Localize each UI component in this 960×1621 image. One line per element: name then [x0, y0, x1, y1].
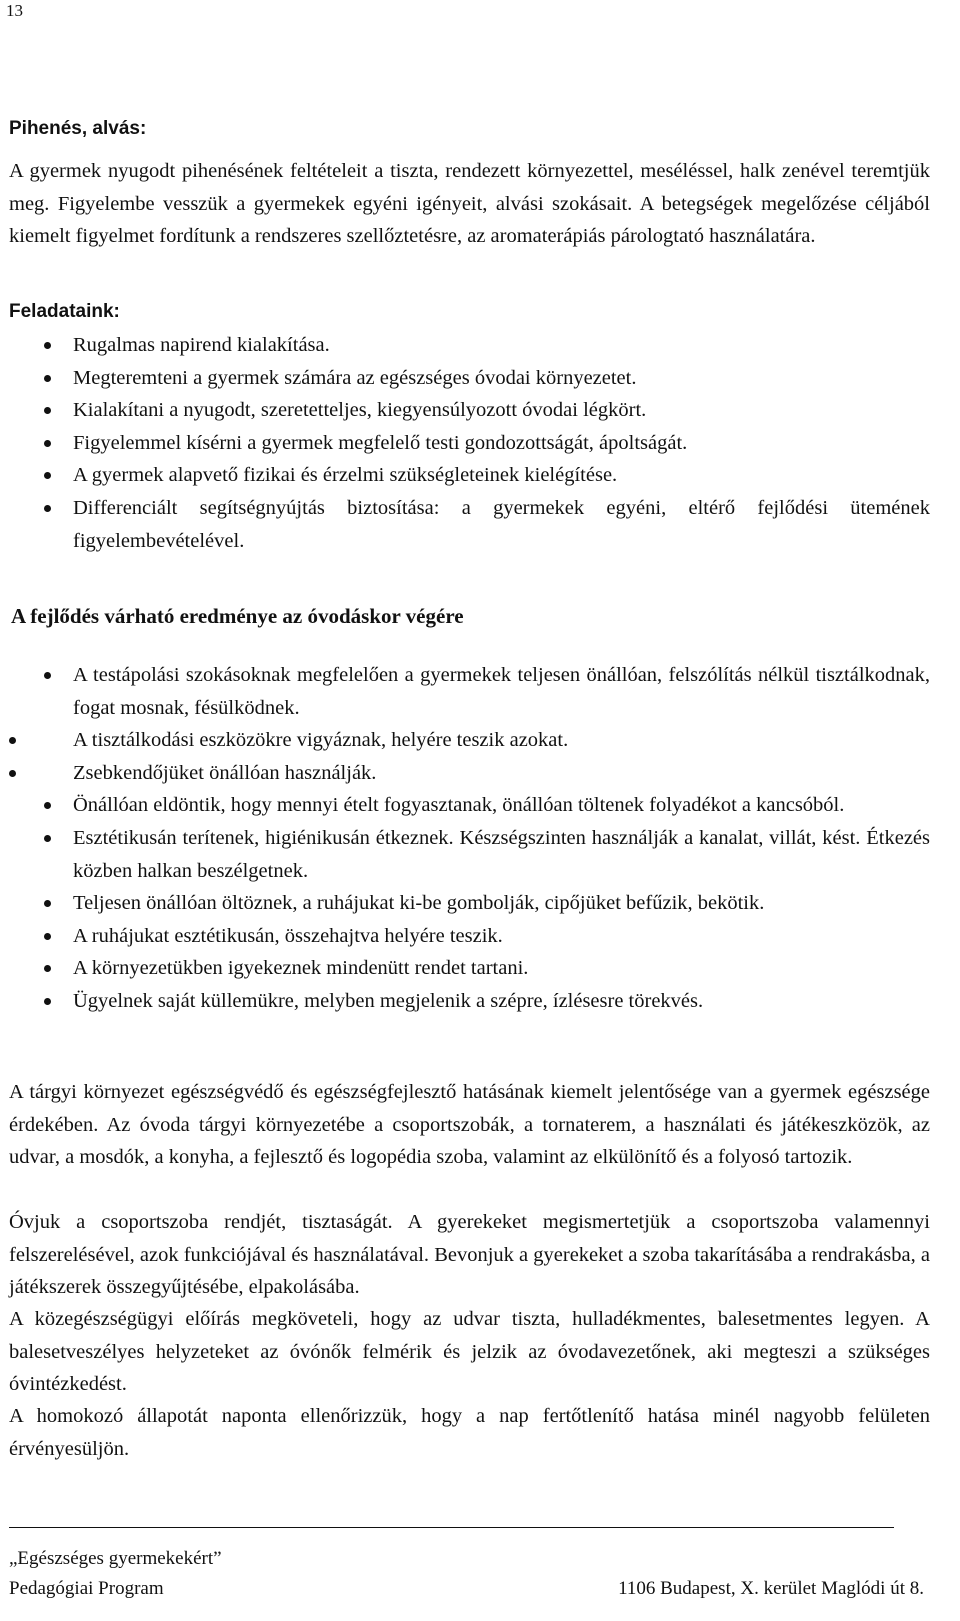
- list-item-text: A gyermek alapvető fizikai és érzelmi szükségleteinek kielégítése.: [73, 464, 618, 487]
- list-item-text: Rugalmas napirend kialakítása.: [73, 334, 330, 356]
- bullet-icon: [44, 933, 51, 940]
- list-item-text: A tisztálkodási eszközökre vigyáznak, helyére teszik azokat.: [73, 729, 569, 752]
- list-item-text: Önállóan eldöntik, hogy mennyi ételt fogyasztanak, önállóan töltenek folyadékot a kancsóból.: [73, 794, 845, 817]
- list-item: [0, 822, 930, 887]
- list-item: [0, 459, 930, 492]
- list-item: [0, 789, 930, 822]
- list-item-text: Differenciált segítségnyújtás biztosítása: a gyermekek egyéni, eltérő fejlődési ütemének figyelembevételével.: [73, 496, 930, 552]
- list-item: [0, 724, 930, 757]
- environment-paragraph: A tárgyi környezet egészségvédő és egészségfejlesztő hatásának kiemelt jelentősége van a gyermek egészsége érdekében. Az óvoda tárgyi környezetébe a csoportszobák, a tornaterem, a használati és játékeszközök, az udvar, a mosdók, a konyha, a fejlesztő és logopédia szoba, valamint az elkülönítő és a folyosó tartozik.: [9, 1081, 930, 1169]
- footer-divider: [9, 1527, 894, 1528]
- bullet-icon: [44, 998, 51, 1005]
- list-item-text: Zsebkendőjüket önállóan használják.: [73, 761, 377, 784]
- list-item-text: A környezetükben igyekeznek mindenütt rendet tartani.: [73, 957, 529, 980]
- tasks-heading: Feladataink:: [9, 301, 120, 322]
- list-item: [0, 362, 930, 395]
- list-item: [0, 952, 930, 985]
- footer-program: Pedagógiai Program: [9, 1578, 164, 1599]
- list-item: [0, 887, 930, 920]
- list-item-text: Figyelemmel kísérni a gyermek megfelelő testi gondozottságát, ápoltságát.: [73, 431, 688, 454]
- list-item-text: Megteremteni a gyermek számára az egészséges óvodai környezetet.: [73, 366, 637, 389]
- environment-paragraph: Óvjuk a csoportszoba rendjét, tisztaságát. A gyerekeket megismertetjük a csoportszoba valamennyi felszerelésével, azok funkciójával és használatával. Bevonjuk a gyerekeket a szoba takarításába a rendrakásba, a játékszerek összegyűjtésébe, elpakolásába.: [9, 1211, 930, 1299]
- bullet-icon: [44, 407, 51, 414]
- bullet-icon: [44, 802, 51, 809]
- rest-section-heading: Pihenés, alvás:: [9, 118, 147, 139]
- bullet-icon: [44, 835, 51, 842]
- footer-title: „Egészséges gyermekekért”: [9, 1548, 222, 1569]
- bullet-icon: [44, 472, 51, 479]
- bullet-icon: [44, 342, 51, 349]
- outcome-list: [0, 659, 930, 1018]
- footer-address: 1106 Budapest, X. kerület Maglódi út 8.: [618, 1578, 924, 1599]
- list-item-text: Teljesen önállóan öltöznek, a ruhájukat ki-be gombolják, cipőjüket befűzik, bekötik.: [73, 892, 765, 915]
- list-item: [0, 427, 930, 460]
- list-item-text: A ruhájukat esztétikusán, összehajtva helyére teszik.: [73, 924, 503, 947]
- list-item: [0, 394, 930, 427]
- bullet-icon: [44, 440, 51, 447]
- bullet-icon: [9, 770, 16, 777]
- list-item: [0, 492, 930, 557]
- bullet-icon: [44, 965, 51, 972]
- rest-section-paragraph: A gyermek nyugodt pihenésének feltételeit a tiszta, rendezett környezettel, meséléssel, halk zenével teremtjük meg. Figyelembe vesszük a gyermekek egyéni igényeit, alvási szokásait. A betegségek megelőzése céljából kiemelt figyelmet fordítunk a rendszeres szellőztetésre, az aromaterápiás párologtató használatára.: [9, 160, 930, 248]
- bullet-icon: [44, 505, 51, 512]
- list-item-text: Ügyelnek saját küllemükre, melyben megjelenik a szépre, ízlésesre törekvés.: [73, 989, 704, 1012]
- list-item-text: Kialakítani a nyugodt, szeretetteljes, kiegyensúlyozott óvodai légkört.: [73, 399, 647, 422]
- list-item-text: A testápolási szokásoknak megfelelően a gyermekek teljesen önállóan, felszólítás nélkül tisztálkodnak, fogat mosnak, fésülködnek.: [73, 664, 930, 719]
- bullet-icon: [9, 737, 16, 744]
- bullet-icon: [44, 375, 51, 382]
- list-item-text: Esztétikusán terítenek, higiénikusán étkeznek. Készségszinten használják a kanalat, villát, kést. Étkezés közben halkan beszélgetnek.: [73, 826, 930, 882]
- list-item: [0, 757, 930, 790]
- environment-paragraph: A közegészségügyi előírás megköveteli, hogy az udvar tiszta, hulladékmentes, balesetmentes legyen. A balesetveszélyes helyzeteket az óvónők felmérik és jelzik az óvodavezetőnek, aki megteszi a szükséges óvintézkedést.: [9, 1308, 930, 1396]
- tasks-list: [0, 329, 930, 557]
- list-item: [0, 659, 930, 724]
- list-item: [0, 985, 930, 1018]
- bullet-icon: [44, 672, 51, 679]
- outcome-section-heading: A fejlődés várható eredménye az óvodáskor végére: [11, 604, 464, 628]
- bullet-icon: [44, 900, 51, 907]
- list-item: [0, 329, 930, 362]
- list-item: [0, 920, 930, 953]
- environment-paragraph: A homokozó állapotát naponta ellenőrizzük, hogy a nap fertőtlenítő hatása minél nagyobb felületen érvényesüljön.: [9, 1405, 930, 1460]
- page-number: 13: [6, 1, 23, 20]
